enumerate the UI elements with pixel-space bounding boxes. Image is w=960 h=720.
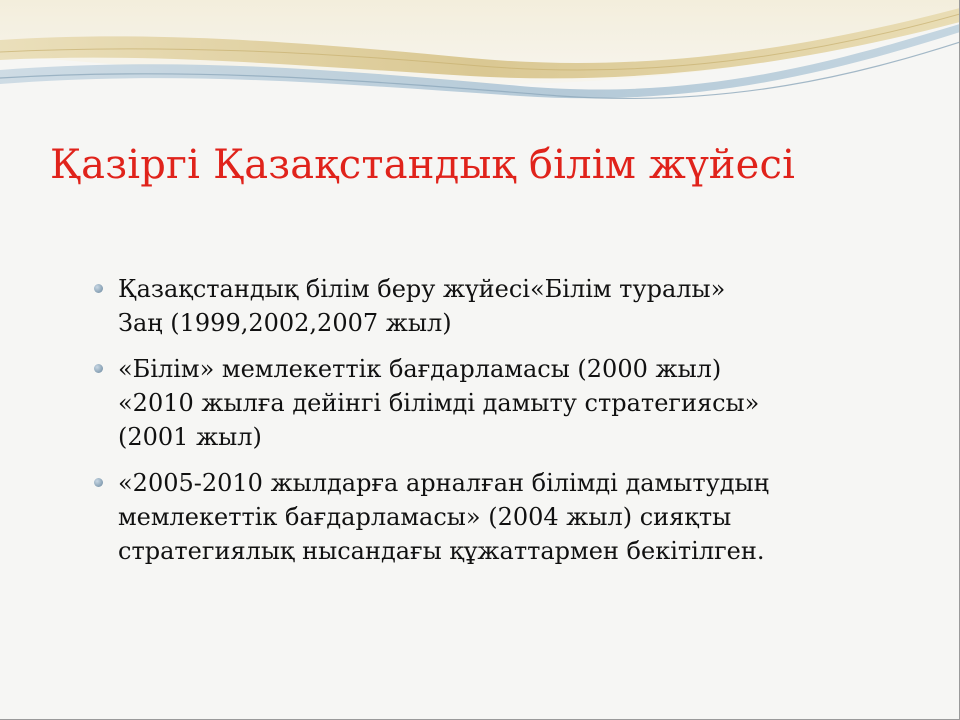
bullet-item-law [94,272,914,340]
bullet-line: «Білім» мемлекеттік бағдарламасы (2000 жыл) [118,355,722,383]
slide-title: Қазіргі Қазақстандық білім жүйесі [50,142,796,188]
bullet-line: мемлекеттік бағдарламасы» (2004 жыл) сияқты [118,503,732,531]
bullet-item-strategy [94,466,914,568]
decorative-wave-banner [0,0,960,110]
bullet-icon [94,478,103,487]
bullet-icon [94,284,103,293]
bullet-line: «2010 жылға дейінгі білімді дамыту стратегиясы» [118,389,760,417]
bullet-line: Қазақстандық білім беру жүйесі«Білім туралы» [118,275,726,303]
bullet-line: Заң (1999,2002,2007 жыл) [118,309,452,337]
bullet-line: «2005-2010 жылдарға арналған білімді дамытудың [118,469,769,497]
bullet-line: (2001 жыл) [118,423,262,451]
bullet-item-programs [94,352,914,454]
bullet-list [94,272,914,580]
bullet-line: стратегиялық нысандағы құжаттармен бекітілген. [118,537,765,565]
bullet-icon [94,364,103,373]
